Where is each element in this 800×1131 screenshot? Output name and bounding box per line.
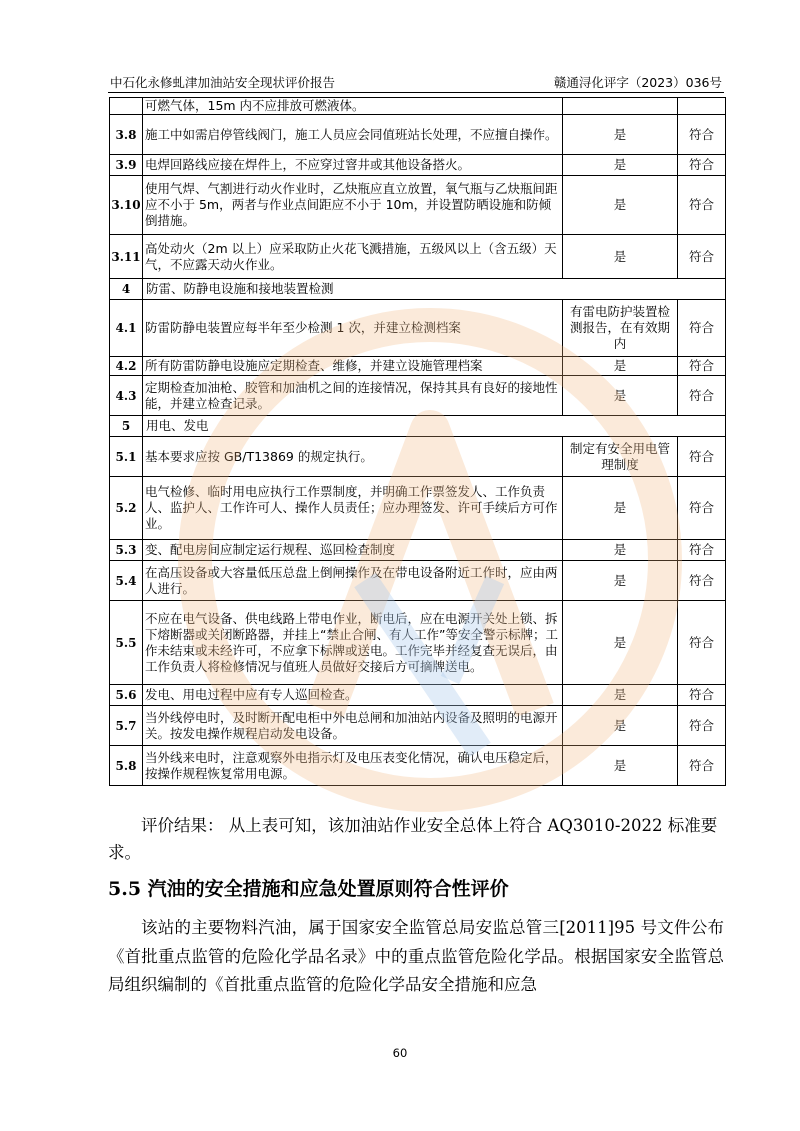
- item-conformity: 符合: [678, 235, 726, 279]
- item-number: 5.2: [110, 477, 143, 540]
- item-conformity: 符合: [678, 477, 726, 540]
- item-requirement: 施工中如需启停管线阀门，施工人员应会同值班站长处理，不应擅自操作。: [143, 115, 563, 155]
- item-requirement: 电气检修、临时用电应执行工作票制度，并明确工作票签发人、工作负责人、监护人、工作许可人、操作人员责任；应办理签发、许可手续后方可作业。: [143, 477, 563, 540]
- item-conformity: 符合: [678, 176, 726, 235]
- table-section-row: [110, 279, 726, 300]
- table-row: [110, 376, 726, 416]
- item-number: 3.9: [110, 155, 143, 176]
- item-conformity: 符合: [678, 601, 726, 685]
- item-result: 制定有安全用电管理制度: [563, 437, 678, 477]
- item-number: 5.8: [110, 746, 143, 786]
- table-row: [110, 477, 726, 540]
- item-result: 是: [563, 706, 678, 746]
- item-number: 3.10: [110, 176, 143, 235]
- table-row: [110, 437, 726, 477]
- item-requirement: 发电、用电过程中应有专人巡回检查。: [143, 685, 563, 706]
- item-conformity: 符合: [678, 357, 726, 376]
- item-result: 是: [563, 477, 678, 540]
- item-number: [110, 98, 143, 115]
- item-conformity: 符合: [678, 746, 726, 786]
- item-number: 4.2: [110, 357, 143, 376]
- item-conformity: 符合: [678, 540, 726, 561]
- table-row: [110, 746, 726, 786]
- item-conformity: 符合: [678, 706, 726, 746]
- section-heading: 防雷、防静电设施和接地装置检测: [143, 279, 726, 300]
- item-requirement: 当外线来电时，注意观察外电指示灯及电压表变化情况，确认电压稳定后，按操作规程恢复常用电源。: [143, 746, 563, 786]
- item-requirement: 所有防雷防静电设施应定期检查、维修，并建立设施管理档案: [143, 357, 563, 376]
- item-requirement: 使用气焊、气割进行动火作业时，乙炔瓶应直立放置，氧气瓶与乙炔瓶间距应不小于 5m，两者与作业点间距应不小于 10m，并设置防晒设施和防倾倒措施。: [143, 176, 563, 235]
- item-conformity: [678, 98, 726, 115]
- evaluation-table-body: [110, 98, 726, 786]
- item-result: 是: [563, 235, 678, 279]
- table-row: [110, 300, 726, 357]
- item-number: 3.11: [110, 235, 143, 279]
- item-requirement: 防雷防静电装置应每半年至少检测 1 次，并建立检测档案: [143, 300, 563, 357]
- page-number: 60: [392, 1046, 408, 1060]
- table-row: [110, 357, 726, 376]
- header-rule: [108, 92, 724, 93]
- item-requirement: 电焊回路线应接在焊件上，不应穿过窨井或其他设备搭火。: [143, 155, 563, 176]
- evaluation-table: [109, 97, 726, 786]
- item-requirement: 高处动火（2m 以上）应采取防止火花飞溅措施，五级风以上（含五级）天气，不应露天动火作业。: [143, 235, 563, 279]
- item-result: 是: [563, 155, 678, 176]
- body-paragraph: 该站的主要物料汽油，属于国家安全监管总局安监总管三[2011]95 号文件公布《首批重点监管的危险化学品名录》中的重点监管危险化学品。根据国家安全监管总局组织编制的《首批重点监管的危险化学品安全措施和应急: [108, 918, 724, 994]
- item-requirement: 定期检查加油枪、胶管和加油机之间的连接情况，保持其具有良好的接地性能，并建立检查记录。: [143, 376, 563, 416]
- item-conformity: 符合: [678, 376, 726, 416]
- table-row: [110, 561, 726, 601]
- item-result: 是: [563, 561, 678, 601]
- table-row: [110, 685, 726, 706]
- item-conformity: 符合: [678, 155, 726, 176]
- item-result: 是: [563, 601, 678, 685]
- item-number: 4.3: [110, 376, 143, 416]
- item-conformity: 符合: [678, 300, 726, 357]
- item-number: 4.1: [110, 300, 143, 357]
- item-result: 是: [563, 746, 678, 786]
- item-number: 5.3: [110, 540, 143, 561]
- item-result: 是: [563, 357, 678, 376]
- item-result: 是: [563, 176, 678, 235]
- item-number: 5.6: [110, 685, 143, 706]
- header-report-title: 中石化永修虬津加油站安全现状评价报告: [110, 75, 336, 90]
- table-row: [110, 98, 726, 115]
- item-requirement: 不应在电气设备、供电线路上带电作业，断电后，应在电源开关处上锁、拆下熔断器或关闭断路器，并挂上“禁止合闸、有人工作”等安全警示标牌；工作未结束或未经许可，不应拿下标牌或送电。工作完毕并经复查无误后，由工作负责人将检修情况与值班人员做好交接后方可摘牌送电。: [143, 601, 563, 685]
- item-conformity: 符合: [678, 685, 726, 706]
- item-requirement: 基本要求应按 GB/T13869 的规定执行。: [143, 437, 563, 477]
- item-result: 是: [563, 540, 678, 561]
- item-result: 是: [563, 115, 678, 155]
- table-row: [110, 601, 726, 685]
- item-result: [563, 98, 678, 115]
- table-row: [110, 706, 726, 746]
- table-row: [110, 540, 726, 561]
- table-section-row: [110, 416, 726, 437]
- evaluation-result: 评价结果： 从上表可知，该加油站作业安全总体上符合 AQ3010-2022 标准要求。: [108, 816, 718, 862]
- table-row: [110, 115, 726, 155]
- item-number: 3.8: [110, 115, 143, 155]
- item-conformity: 符合: [678, 437, 726, 477]
- section-title: 5.5 汽油的安全措施和应急处置原则符合性评价: [108, 878, 509, 900]
- item-conformity: 符合: [678, 115, 726, 155]
- item-requirement: 当外线停电时，及时断开配电柜中外电总闸和加油站内设备及照明的电源开关。按发电操作规程启动发电设备。: [143, 706, 563, 746]
- section-number: 4: [110, 279, 143, 300]
- item-result: 有雷电防护装置检测报告，在有效期内: [563, 300, 678, 357]
- item-requirement: 变、配电房间应制定运行规程、巡回检查制度: [143, 540, 563, 561]
- item-result: 是: [563, 376, 678, 416]
- item-number: 5.4: [110, 561, 143, 601]
- item-requirement: 在高压设备或大容量低压总盘上倒闸操作及在带电设备附近工作时，应由两人进行。: [143, 561, 563, 601]
- item-requirement: 可燃气体，15m 内不应排放可燃液体。: [143, 98, 563, 115]
- item-conformity: 符合: [678, 561, 726, 601]
- item-result: 是: [563, 685, 678, 706]
- table-row: [110, 155, 726, 176]
- item-number: 5.5: [110, 601, 143, 685]
- section-heading: 用电、发电: [143, 416, 726, 437]
- header-report-number: 赣通浔化评字（2023）036号: [553, 75, 722, 90]
- item-number: 5.1: [110, 437, 143, 477]
- page-header: [108, 70, 724, 92]
- table-row: [110, 176, 726, 235]
- item-number: 5.7: [110, 706, 143, 746]
- table-row: [110, 235, 726, 279]
- section-number: 5: [110, 416, 143, 437]
